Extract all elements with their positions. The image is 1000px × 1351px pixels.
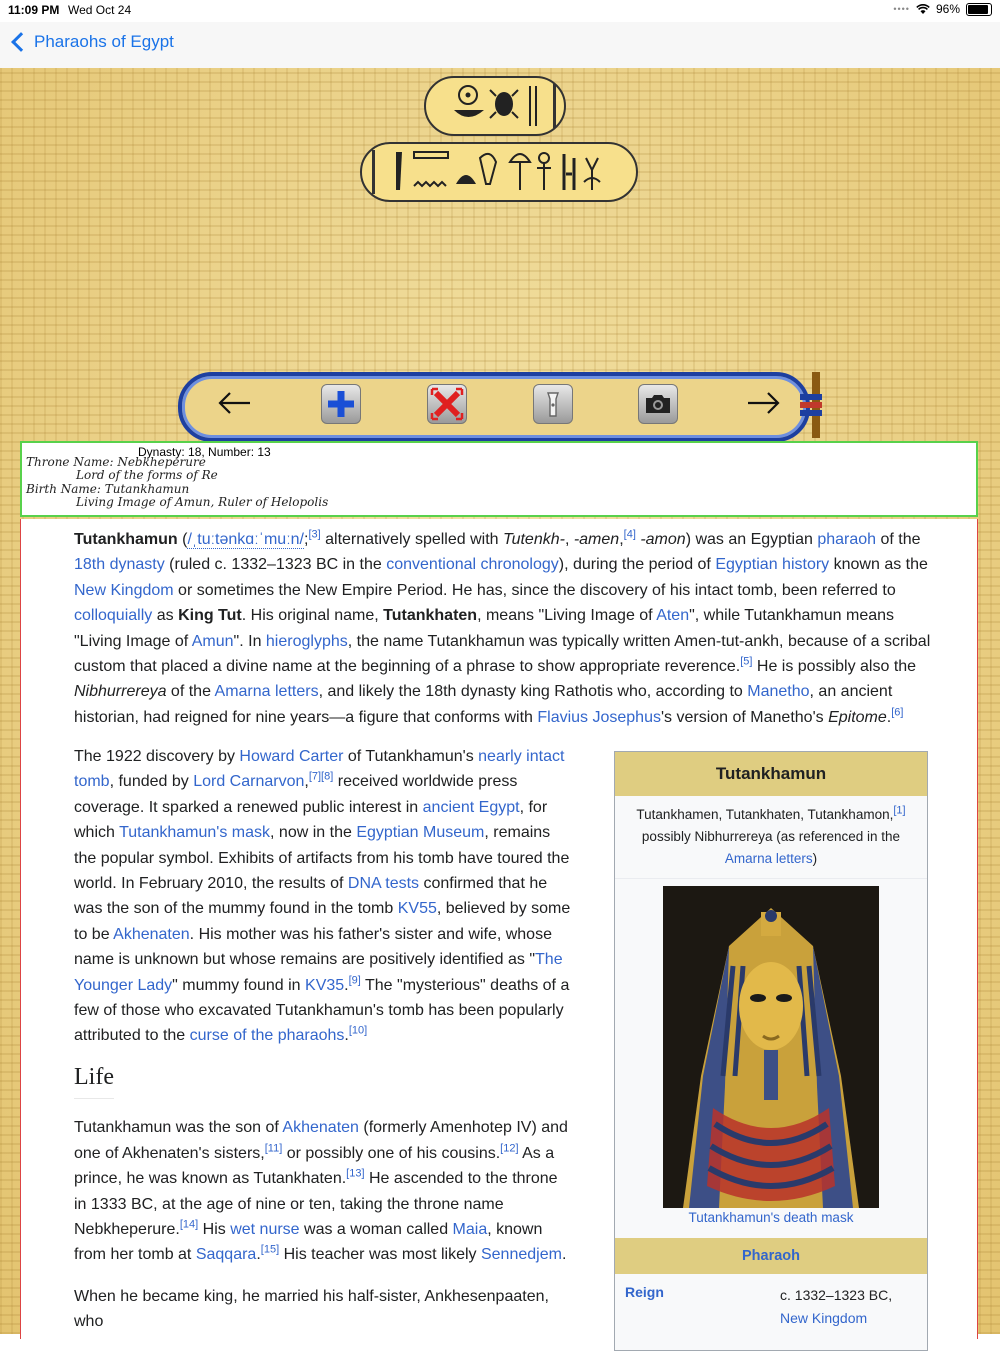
pronunciation-link[interactable]: /ˌtuːtənkɑːˈmuːn/ [187, 531, 304, 548]
citation-9[interactable]: [9] [348, 974, 361, 987]
wikipedia-article[interactable] [20, 519, 978, 1339]
citation-6[interactable]: [6] [891, 706, 904, 719]
throne-name-cartouche [360, 142, 638, 202]
link-maia[interactable]: Maia [452, 1220, 488, 1238]
back-button[interactable] [10, 32, 174, 52]
infobox-reign-value: c. 1332–1323 BC, New Kingdom [780, 1287, 893, 1326]
signal-icon: •••• [893, 4, 910, 14]
link-hieroglyphs[interactable]: hieroglyphs [265, 632, 348, 650]
link-dna-tests[interactable]: DNA tests [347, 875, 420, 893]
article-body [74, 744, 574, 1351]
birth-name-meaning: Living Image of Amun, Ruler of Helopolis [76, 495, 329, 509]
throne-name: Throne Name: Nebkheperure [26, 455, 206, 469]
remove-favorite-button[interactable] [427, 384, 467, 424]
link-pharaoh[interactable]: pharaoh [817, 531, 877, 548]
link-lord-carnarvon[interactable]: Lord Carnarvon [193, 773, 305, 791]
link-new-kingdom-infobox[interactable]: New Kingdom [780, 1310, 868, 1326]
wifi-icon [916, 4, 930, 15]
citation-1[interactable]: [1] [893, 804, 906, 817]
link-tutankhamuns-mask[interactable]: Tutankhamun's mask [119, 824, 271, 842]
flashlight-button[interactable] [533, 384, 573, 424]
infobox-alternate-names: Tutankhamen, Tutankhaten, Tutankhamon,[1] possibly Nibhurrereya (as referenced in the Amarna letters) [615, 796, 927, 879]
link-sennedjem[interactable]: Sennedjem [480, 1246, 562, 1264]
link-egyptian-museum[interactable]: Egyptian Museum [356, 824, 485, 842]
citation-4[interactable]: [4] [623, 528, 636, 541]
link-amarna-letters[interactable]: Amarna letters [214, 683, 319, 701]
citation-7-8[interactable]: [7][8] [308, 771, 334, 784]
add-favorite-button[interactable] [321, 384, 361, 424]
link-flavius-josephus[interactable]: Flavius Josephus [537, 708, 661, 726]
plus-icon [322, 385, 360, 423]
status-bar [0, 0, 1000, 22]
camera-icon [639, 385, 677, 423]
next-pharaoh-button[interactable] [744, 384, 782, 422]
toolbar-end-cap [800, 372, 824, 438]
battery-percent: 96% [935, 2, 960, 16]
link-amarna-letters-infobox[interactable]: Amarna letters [724, 851, 813, 866]
birth-name: Birth Name: Tutankhamun [26, 482, 190, 496]
death-mask-image[interactable] [663, 886, 879, 1208]
camera-button[interactable] [638, 384, 678, 424]
link-kv35[interactable]: KV35 [305, 976, 345, 994]
intro-paragraph: Tutankhamun (/ˌtuːtənkɑːˈmuːn/;[3] alternatively spelled with Tutenkh-, -amen,[4] -amon) was an Egyptian pharaoh of the 18th dynasty (ruled c. 1332–1323 BC in the conventional chronology), during the period of Egyptian history known as the New Kingdom or sometimes the New Empire Period. He has, since the discovery of his intact tomb, been referred to colloquially as King Tut. His original name, Tutankhaten, means "Living Image of Aten", while Tutankhamun means "Living Image of Amun". In hieroglyphs, the name Tutankhamun was typically written Amen-tut-ankh, because of a scribal custom that placed a divine name at the beginning of a phrase to show appropriate reverence.[5] He is possibly also the Nibhurrereya of the Amarna letters, and likely the 18th dynasty king Rathotis who, according to Manetho, an ancient historian, had reigned for nine years—a figure that conforms with Flavius Josephus's version of Manetho's Epitome.[6] [74, 528, 931, 726]
infobox-section-pharaoh[interactable]: Pharaoh [615, 1238, 927, 1274]
chevron-left-icon [11, 32, 31, 52]
navigation-bar [0, 22, 1000, 68]
article-intro [74, 527, 934, 746]
link-manetho[interactable]: Manetho [747, 683, 810, 701]
link-ancient-egypt[interactable]: ancient Egypt [422, 798, 520, 816]
citation-3[interactable]: [3] [308, 528, 321, 541]
citation-10[interactable]: [10] [348, 1025, 368, 1038]
pharaoh-toolbar [178, 372, 810, 442]
citation-12[interactable]: [12] [500, 1142, 519, 1155]
citation-5[interactable]: [5] [740, 655, 753, 668]
infobox-caption [615, 1210, 927, 1225]
link-akhenaten-2[interactable]: Akhenaten [282, 1119, 359, 1137]
link-howard-carter[interactable]: Howard Carter [239, 748, 344, 765]
section-heading-life: Life [74, 1065, 114, 1099]
battery-icon [966, 3, 992, 16]
link-colloquially[interactable]: colloquially [74, 607, 153, 625]
infobox-title: Tutankhamun [615, 752, 927, 796]
marriage-paragraph: When he became king, he married his half-sister, Ankhesenpaaten, who [74, 1287, 549, 1331]
link-nearly-intact-tomb[interactable]: nearly intact tomb [74, 748, 565, 791]
hieroglyphs-icon [362, 144, 636, 200]
close-icon [428, 385, 466, 423]
arrow-right-icon [744, 384, 782, 422]
link-kv55[interactable]: KV55 [397, 900, 437, 918]
throne-name-meaning: Lord of the forms of Re [76, 468, 218, 482]
citation-11[interactable]: [11] [264, 1142, 283, 1155]
birth-name-cartouche [424, 76, 566, 136]
life-paragraph: Tutankhamun was the son of Akhenaten (formerly Amenhotep IV) and one of Akhenaten's sisters,[11] or possibly one of his cousins.[12] As a prince, he was known as Tutankhaten.[13] He ascended to the throne in 1333 BC, at the age of nine or ten, taking the throne name Nebkheperure.[14] His wet nurse was a woman called Maia, known from her tomb at Saqqara.[15] His teacher was most likely Sennedjem. [74, 1119, 568, 1264]
link-amun[interactable]: Amun [191, 632, 234, 650]
link-saqqara[interactable]: Saqqara [195, 1246, 257, 1264]
dynasty-number: Dynasty: 18, Number: 13 [138, 445, 271, 459]
infobox-reign-label[interactable]: Reign [625, 1284, 664, 1300]
link-aten[interactable]: Aten [656, 607, 690, 625]
infobox [614, 751, 928, 1351]
status-right [893, 2, 992, 16]
link-death-mask[interactable]: Tutankhamun's death mask [688, 1210, 854, 1225]
link-wet-nurse[interactable]: wet nurse [230, 1220, 300, 1238]
citation-15[interactable]: [15] [260, 1243, 280, 1256]
pharaoh-names-panel [20, 441, 978, 517]
arrow-left-icon [216, 384, 254, 422]
back-button-label: Pharaohs of Egypt [34, 32, 174, 51]
link-18th-dynasty[interactable]: 18th dynasty [74, 556, 165, 574]
link-the-younger-lady[interactable]: The Younger Lady [74, 951, 563, 994]
hieroglyphs-icon [426, 78, 564, 134]
link-egyptian-history[interactable]: Egyptian history [715, 556, 830, 574]
link-curse-of-the-pharaohs[interactable]: curse of the pharaohs [189, 1027, 345, 1045]
citation-14[interactable]: [14] [179, 1218, 199, 1231]
discovery-paragraph: The 1922 discovery by Howard Carter of Tutankhamun's nearly intact tomb, funded by Lord Carnarvon,[7][8] received worldwide press coverage. It sparked a renewed public interest in ancient Egypt, for which Tutankhamun's mask, now in the Egyptian Museum, remains the popular symbol. Exhibits of artifacts from his tomb have toured the world. In February 2010, the results of DNA tests confirmed that he was the son of the mummy found in the tomb KV55, believed by some to be Akhenaten. His mother was his father's sister and wife, whose name is unknown but whose remains are positively identified as "The Younger Lady" mummy found in KV35.[9] The "mysterious" deaths of a few of those who excavated Tutankhamun's tomb has been popularly attributed to the curse of the pharaohs.[10] [74, 748, 571, 1045]
link-conventional-chronology[interactable]: conventional chronology [386, 556, 559, 574]
previous-pharaoh-button[interactable] [216, 384, 254, 422]
status-time: 11:09 PM [8, 3, 60, 17]
death-mask-picture [663, 886, 879, 1208]
link-new-kingdom[interactable]: New Kingdom [74, 581, 174, 599]
status-date: Wed Oct 24 [68, 3, 132, 17]
citation-13[interactable]: [13] [346, 1167, 365, 1180]
link-akhenaten[interactable]: Akhenaten [113, 925, 190, 943]
flashlight-icon [534, 385, 572, 423]
